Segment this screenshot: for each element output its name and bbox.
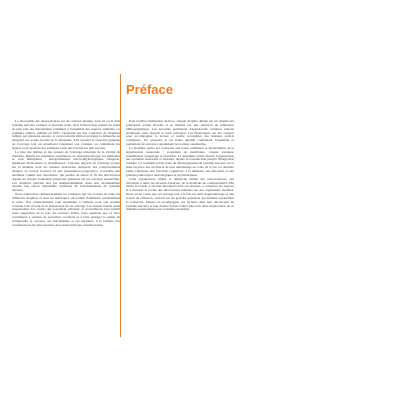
paragraph: La liste des thèmes et des auteurs de l'ouvrage témoigne de la vitalité du domaine. Depuis les premières expériences de neurophysiologie, les méthodes se sont multipliées : enregistrements électrophysiologiques, imagerie, génétique moléculaire et modélisation. Chacune apporte un éclairage propre sur la manière dont les réseaux neuronaux élaborent des comportements adaptés. Le lecteur trouvera ici une présentation progressive, accessible aux étudiants comme aux chercheurs, qui permet de suivre le fil des découvertes depuis les travaux fondateurs jusqu'aux questions encore ouvertes aujourd'hui. Les chapitres peuvent être lus indépendamment, mais leur enchaînement dessine une vision d'ensemble cohérente du fonctionnement du système nerveux. [12,149,120,193]
paragraph: La drosophile des neurosciences est un crustacé étrange, doté ici ou là d'un système nerveux compact et pourtant riche, dont l'observation permet de saisir au plus près des mécanismes communs à l'ensemble des espèces animales. La première édition, publiée en 1997, s'appuyait sur une collection de chapitres rédigés par plusieurs auteurs, et cette nouvelle édition prolonge la démarche en intégrant les acquis récents de la discipline. Elle reprend la structure générale de l'ouvrage tout en actualisant largement son contenu, en complétant les figures et en ajoutant des exemples issus des travaux les plus récents. [12,120,120,150]
paragraph: Cette organisation reflète la démarche même des neurosciences, qui cherchent à relier les niveaux d'analyse, de la molécule au comportement. Elle invite le lecteur à circuler librement entre ces niveaux, à comparer les espèces et à mesurer la portée des découvertes réalisées sur des organismes modèles. Nous avons voulu que cet ouvrage soit à la fois un outil d'apprentissage et une source de réflexion, ouvrant sur les grandes questions qui animent aujourd'hui la recherche. Puisse-t-il accompagner ses lecteurs dans leur découverte du système nerveux et leur donner l'envie d'aller plus loin dans l'exploration de ce domaine passionnant et en constante évolution. [126,176,234,212]
paragraph: Nous remercions chaleureusement les collègues qui ont accepté de relire les différents chapitres et dont les remarques ont permis d'améliorer sensiblement le texte. Nos remerciements vont également à l'éditeur pour son soutien constant tout au long de la préparation de cet ouvrage. Les auteurs restent seuls responsables des erreurs qui pourraient subsister, et accueilleront avec intérêt toute suggestion de la part des lecteurs. Enfin, nous espérons que ce livre contribuera à susciter de nouvelles vocations et à faire partager le plaisir de comprendre le cerveau, ses mécanismes et ses mystères, à la lumière des connaissances les plus récentes de la neurobiologie contemporaine. [12,192,120,227]
text-column-left [12,120,120,395]
text-column-right [126,120,234,395]
paragraph: La première partie est consacrée aux bases cellulaires et moléculaires de la signalisation neuronale : potentiels de membrane, canaux ioniques, transmission synaptique et plasticité. La deuxième partie aborde l'organisation des systèmes sensoriels et moteurs, depuis la transduction jusqu'à l'intégration centrale. La troisième partie traite du développement du système nerveux, de la mise en place des circuits et de leur remodelage au cours de la vie. La dernière partie s'intéresse aux fonctions cognitives, à la mémoire, aux émotions et aux grandes pathologies neurologiques et psychiatriques. [126,145,234,177]
paragraph: Pour faciliter l'utilisation du livre, chaque chapitre débute par un résumé des principaux points abordés et se termine par une sélection de références bibliographiques. Les encadrés permettent d'approfondir certaines notions techniques sans alourdir le texte principal. Les illustrations ont été conçues pour accompagner la lecture et rendre accessibles des données parfois complexes. Un glossaire et un index détaillé complètent l'ensemble et permettent de retrouver rapidement les notions essentielles. [126,120,234,147]
accent-divider [120,74,121,337]
page-title: Préface [126,82,173,97]
